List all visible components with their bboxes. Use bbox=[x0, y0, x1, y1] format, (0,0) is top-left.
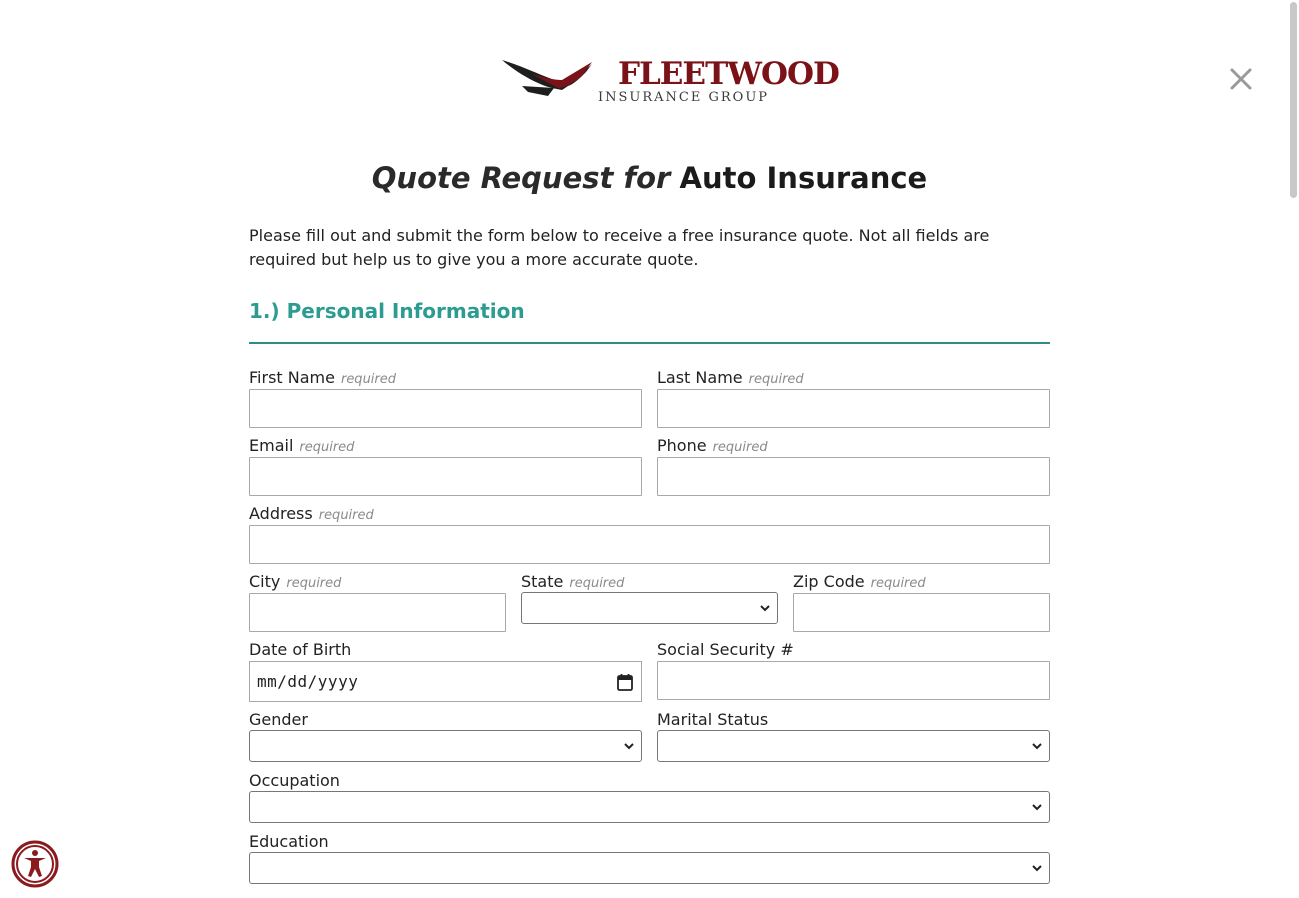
last-name-label-text: Last Name bbox=[657, 368, 743, 387]
ssn-label-text: Social Security # bbox=[657, 640, 794, 659]
education-label-text: Education bbox=[249, 832, 329, 851]
state-label-text: State bbox=[521, 572, 564, 591]
first-name-label-text: First Name bbox=[249, 368, 335, 387]
calendar-icon[interactable] bbox=[617, 673, 633, 691]
required-hint: required bbox=[712, 440, 768, 455]
phone-input[interactable] bbox=[657, 457, 1050, 496]
required-hint: required bbox=[569, 576, 625, 591]
email-label bbox=[249, 436, 354, 458]
occupation-label-text: Occupation bbox=[249, 771, 340, 790]
occupation-label bbox=[249, 771, 340, 791]
dob-placeholder: mm/dd/yyyy bbox=[257, 672, 359, 691]
fleetwood-logo bbox=[502, 56, 839, 108]
required-hint: required bbox=[286, 576, 342, 591]
intro-text: Please fill out and submit the form below to receive a free insurance quote. Not all fields are required but help us to give you a more accurate quote. bbox=[249, 226, 990, 269]
gender-label bbox=[249, 710, 308, 730]
city-input[interactable] bbox=[249, 593, 506, 632]
section-heading-personal-info: 1.) Personal Information bbox=[249, 299, 525, 323]
gender-select[interactable] bbox=[249, 730, 642, 762]
page-title-product: Auto Insurance bbox=[679, 161, 928, 195]
last-name-label bbox=[657, 368, 804, 390]
required-hint: required bbox=[870, 576, 926, 591]
chevron-down-icon bbox=[1032, 803, 1042, 811]
section-divider bbox=[249, 342, 1050, 344]
logo-tagline: INSURANCE GROUP bbox=[598, 90, 770, 105]
accessibility-icon[interactable] bbox=[11, 840, 59, 888]
close-icon[interactable] bbox=[1228, 66, 1254, 92]
zip-label-text: Zip Code bbox=[793, 572, 865, 591]
last-name-input[interactable] bbox=[657, 389, 1050, 428]
marital-status-label-text: Marital Status bbox=[657, 710, 769, 729]
required-hint: required bbox=[340, 372, 397, 387]
chevron-down-icon bbox=[624, 742, 634, 750]
ssn-input[interactable] bbox=[657, 661, 1050, 700]
first-name-input[interactable] bbox=[249, 389, 642, 428]
logo-wordmark: FLEETWOOD bbox=[618, 56, 839, 92]
city-label-text: City bbox=[249, 572, 281, 591]
scrollbar-thumb[interactable] bbox=[1290, 2, 1297, 198]
zip-input[interactable] bbox=[793, 593, 1050, 632]
page-title-lead: Quote Request for bbox=[371, 161, 671, 195]
chevron-down-icon bbox=[1032, 864, 1042, 872]
address-label-text: Address bbox=[249, 504, 313, 523]
zip-label bbox=[793, 572, 926, 594]
occupation-select[interactable] bbox=[249, 791, 1050, 823]
address-label bbox=[249, 504, 374, 526]
required-hint: required bbox=[748, 372, 804, 387]
dob-input[interactable] bbox=[249, 661, 642, 702]
email-input[interactable] bbox=[249, 457, 642, 496]
state-select[interactable] bbox=[521, 592, 778, 624]
phone-label-text: Phone bbox=[657, 436, 707, 455]
required-hint: required bbox=[318, 508, 374, 523]
dob-label-text: Date of Birth bbox=[249, 640, 352, 659]
city-label bbox=[249, 572, 341, 594]
first-name-label bbox=[249, 368, 396, 390]
email-label-text: Email bbox=[249, 436, 294, 455]
required-hint: required bbox=[299, 440, 355, 455]
gender-label-text: Gender bbox=[249, 710, 308, 729]
dob-label bbox=[249, 640, 351, 660]
phone-label bbox=[657, 436, 768, 458]
education-select[interactable] bbox=[249, 852, 1050, 884]
ssn-label bbox=[657, 640, 794, 660]
marital-status-select[interactable] bbox=[657, 730, 1050, 762]
address-input[interactable] bbox=[249, 525, 1050, 564]
state-label bbox=[521, 572, 624, 594]
education-label bbox=[249, 832, 329, 852]
chevron-down-icon bbox=[760, 604, 770, 612]
marital-status-label bbox=[657, 710, 768, 730]
chevron-down-icon bbox=[1032, 742, 1042, 750]
page-title bbox=[0, 158, 1299, 198]
